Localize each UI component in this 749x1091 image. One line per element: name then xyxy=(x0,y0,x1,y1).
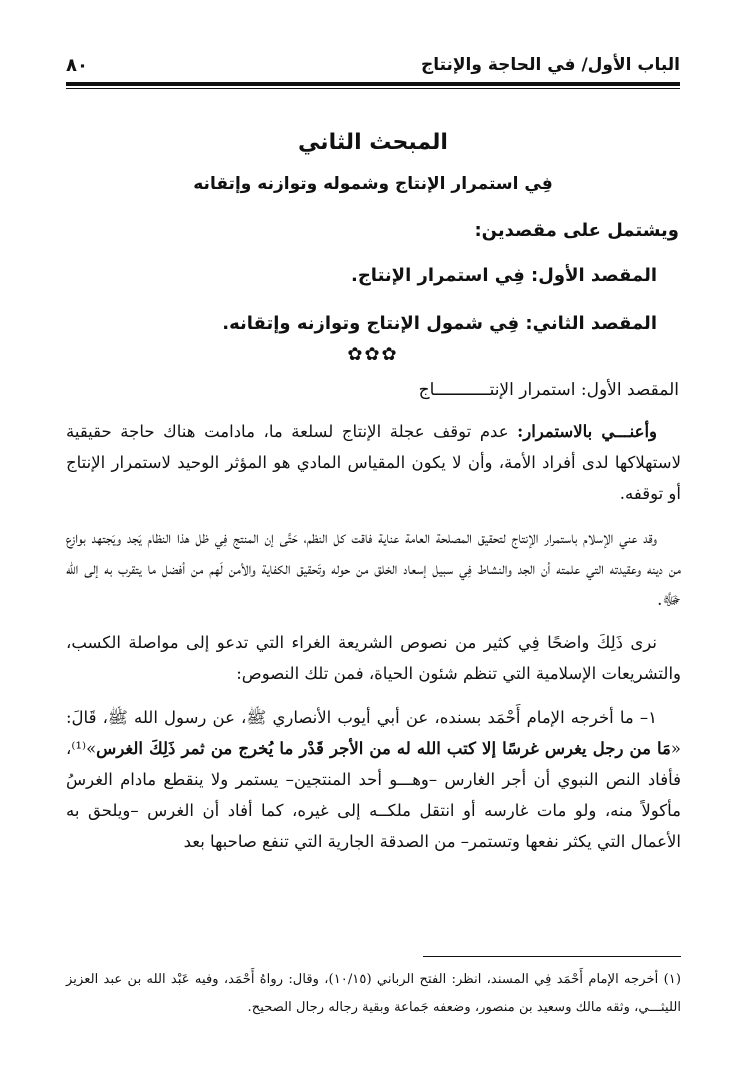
body-text xyxy=(66,416,681,870)
running-title: الباب الأول/ في الحاجة والإنتاج xyxy=(420,55,680,75)
header-rule-thick xyxy=(66,82,680,86)
section-title: المبحث الثاني xyxy=(298,130,448,155)
paragraph-text: »⁽¹⁾، فأفاد النص النبوي أن أجر الغارس –وهـــو أحد المنتجين– يستمر ولا ينقطع مادام الغرسُ مأكولاً منه، ولو مات غارسه أو انتقل ملكــه إلى غيره، كما أفاد أن الغرس –ويلحق به الأعمال التي يكثر نفعها وتستمر– من الصدقة الجارية التي تنفع صاحبها بعد xyxy=(66,738,681,852)
paragraph: وقد عني الإسلام باستمرار الإنتاج لتحقيق المصلحة العامة عناية فاقت كل النظم، حَتَّى إن المنتج فِي ظل هذا النظام يَجد ويَجتهد بوازع من دينه وعقيدته التي علمته أن الجد والنشاط فِي سبيل إسعاد الخلق من حوله وتَحقيق الكفاية والأمن لَهم من أفضل ما يتقرب به إلى الله ﷻ. xyxy=(66,527,681,610)
subsection-title: المقصد الأول: استمرار الإنتـــــــــــاج xyxy=(418,380,679,400)
term-lead: وأعنـــي بالاستمرار: xyxy=(517,422,658,441)
header-rule-thin xyxy=(66,88,680,89)
paragraph xyxy=(66,416,681,510)
flower-ornament-icon: ✿✿✿ xyxy=(347,344,399,365)
footnote-separator xyxy=(423,956,681,957)
paragraph: نرى ذَلِكَ واضحًا فِي كثير من نصوص الشريعة الغراء التي تدعو إلى مواصلة الكسب، والتشريعات الإسلامية التي تنظم شئون الحياة، فمن تلك النصوص: xyxy=(66,633,681,684)
purpose-item: المقصد الأول: فِي استمرار الإنتاج. xyxy=(351,265,657,286)
paragraph xyxy=(66,702,681,858)
paragraph-text: ١– ما أخرجه الإمام أَحْمَد بسنده، عن أبي أيوب الأنصاري ﷺ، عن رسول الله ﷺ، قَالَ: « xyxy=(66,707,681,758)
paragraph-text: عدم توقف عجلة الإنتاج لسلعة ما، مادامت هناك حاجة حقيقية لاستهلاكها لدى أفراد الأمة، وأن لا يكون المقياس المادي هو المؤثر الوحيد لاستمرار الإنتاج أو توقفه. xyxy=(66,422,681,504)
hadith-quote: مَا من رجل يغرس غرسًا إلا كتب الله له من الأجر قَدْر ما يُخرج من ثمر ذَلِكَ الغرس xyxy=(96,738,671,758)
section-intro: ويشتمل على مقصدين: xyxy=(474,220,679,241)
page-number: ٨٠ xyxy=(66,55,88,76)
section-subtitle: فِي استمرار الإنتاج وشموله وتوازنه وإتقانه xyxy=(193,174,553,194)
purpose-item: المقصد الثاني: فِي شمول الإنتاج وتوازنه وإتقانه. xyxy=(222,313,657,334)
page-header xyxy=(66,55,680,95)
footnote: (١) أخرجه الإمام أَحْمَد فِي المسند، انظر: الفتح الرباني (١٠/١٥)، وقال: رواهُ أَحْمَد، وفيه عَبْد الله بن عبد العزيز الليثـــي، وثقه مالك وسعيد بن منصور، وضعفه جَماعة وبقية رجاله رجال الصحيح. xyxy=(66,972,681,1015)
